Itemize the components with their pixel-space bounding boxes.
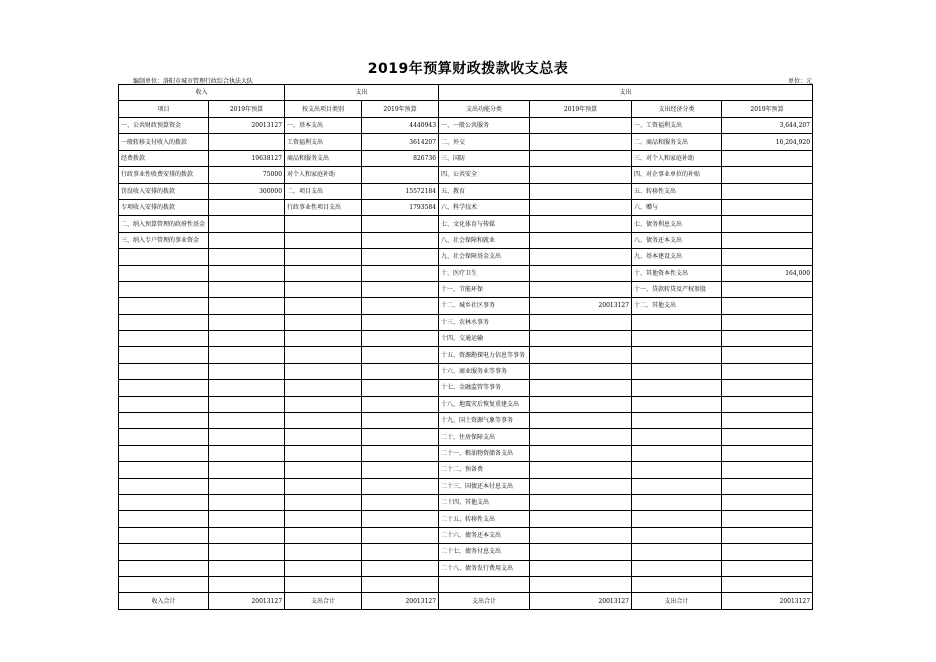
table-cell: [209, 413, 285, 429]
table-cell: [119, 413, 209, 429]
total-cell: 支出合计: [439, 593, 530, 610]
unit-label: 单位：元: [787, 78, 812, 85]
col-budget-2: 2019年预算: [362, 101, 439, 118]
table-cell: [530, 576, 632, 592]
table-cell: [209, 363, 285, 379]
table-cell: 经费拨款: [119, 150, 209, 166]
table-cell: [362, 216, 439, 232]
table-row: [119, 494, 813, 510]
table-cell: [362, 380, 439, 396]
table-cell: [285, 560, 362, 576]
table-cell: 十二、其他支出: [632, 298, 722, 314]
table-cell: 二十八、债务发行费用支出: [439, 560, 530, 576]
table-cell: 二十五、转移性支出: [439, 511, 530, 527]
table-cell: [722, 380, 813, 396]
table-row: [119, 576, 813, 592]
total-cell: 支出合计: [632, 593, 722, 610]
table-cell: 二、商品和服务支出: [632, 134, 722, 150]
table-cell: 十七、金融监管等事务: [439, 380, 530, 396]
table-cell: 行政事业性项目支出: [285, 199, 362, 215]
total-cell: 20013127: [530, 593, 632, 610]
table-cell: [119, 281, 209, 297]
table-cell: [209, 527, 285, 543]
table-cell: [119, 429, 209, 445]
col-budget-4: 2019年预算: [722, 101, 813, 118]
table-cell: [285, 380, 362, 396]
table-cell: [362, 249, 439, 265]
total-cell: 支出合计: [285, 593, 362, 610]
table-cell: 十五、资源勘探电力信息等事务: [439, 347, 530, 363]
table-cell: 三、国防: [439, 150, 530, 166]
table-cell: [722, 331, 813, 347]
table-cell: [632, 576, 722, 592]
table-cell: [119, 380, 209, 396]
table-cell: [530, 396, 632, 412]
table-row: [119, 232, 813, 248]
table-cell: [209, 429, 285, 445]
table-cell: 八、债务还本支出: [632, 232, 722, 248]
table-cell: 十六、商业服务业等事务: [439, 363, 530, 379]
table-cell: [362, 167, 439, 183]
table-cell: [362, 511, 439, 527]
table-cell: [632, 380, 722, 396]
table-cell: [632, 511, 722, 527]
table-cell: 二十六、债务还本支出: [439, 527, 530, 543]
table-cell: 1793584: [362, 199, 439, 215]
table-cell: 五、教育: [439, 183, 530, 199]
table-row: [119, 331, 813, 347]
table-cell: [119, 363, 209, 379]
table-cell: [530, 462, 632, 478]
table-cell: [119, 347, 209, 363]
table-cell: 二、纳入预算管理的政府性基金: [119, 216, 209, 232]
table-cell: [285, 429, 362, 445]
table-cell: [632, 314, 722, 330]
table-cell: 六、赠与: [632, 199, 722, 215]
table-cell: 九、基本建设支出: [632, 249, 722, 265]
table-cell: [209, 298, 285, 314]
table-cell: [632, 462, 722, 478]
table-cell: [362, 429, 439, 445]
table-cell: [285, 396, 362, 412]
table-row: [119, 544, 813, 560]
table-cell: 4440943: [362, 118, 439, 134]
table-cell: [362, 347, 439, 363]
table-cell: [632, 429, 722, 445]
table-row: [119, 298, 813, 314]
table-cell: [362, 560, 439, 576]
table-cell: [530, 445, 632, 461]
table-cell: [209, 134, 285, 150]
table-cell: [530, 544, 632, 560]
table-cell: [119, 527, 209, 543]
table-cell: 二十二、预备费: [439, 462, 530, 478]
table-cell: [285, 511, 362, 527]
table-cell: [209, 199, 285, 215]
table-cell: 300000: [209, 183, 285, 199]
table-cell: [530, 331, 632, 347]
table-cell: [285, 544, 362, 560]
table-cell: [119, 494, 209, 510]
table-cell: 十八、地震灾后恢复重建支出: [439, 396, 530, 412]
table-cell: [530, 183, 632, 199]
table-cell: [632, 331, 722, 347]
table-cell: 一般转移支付收入的拨款: [119, 134, 209, 150]
table-cell: 三、对个人和家庭补助: [632, 150, 722, 166]
table-cell: [119, 462, 209, 478]
table-cell: [209, 216, 285, 232]
table-cell: [632, 363, 722, 379]
table-cell: [722, 249, 813, 265]
table-cell: [285, 281, 362, 297]
table-cell: [530, 347, 632, 363]
col-budget-1: 2019年预算: [209, 101, 285, 118]
table-cell: 专项收入安排的拨款: [119, 199, 209, 215]
table-cell: [722, 232, 813, 248]
table-cell: [362, 298, 439, 314]
table-cell: [119, 544, 209, 560]
table-cell: 三、纳入专户管理的事业资金: [119, 232, 209, 248]
table-cell: [209, 314, 285, 330]
table-cell: 3614207: [362, 134, 439, 150]
table-cell: [119, 445, 209, 461]
table-cell: [632, 494, 722, 510]
table-cell: [362, 527, 439, 543]
table-row: [119, 380, 813, 396]
table-cell: [285, 232, 362, 248]
table-cell: [362, 265, 439, 281]
table-cell: [722, 560, 813, 576]
table-cell: 15572184: [362, 183, 439, 199]
table-row: [119, 265, 813, 281]
table-cell: [530, 134, 632, 150]
table-cell: 行政事业性收费安排的拨款: [119, 167, 209, 183]
table-cell: [722, 544, 813, 560]
table-cell: 一、公共财政预算资金: [119, 118, 209, 134]
table-cell: [530, 527, 632, 543]
table-cell: [530, 281, 632, 297]
table-cell: [632, 560, 722, 576]
table-cell: 二、项目支出: [285, 183, 362, 199]
table-cell: 二十三、国债还本付息支出: [439, 478, 530, 494]
table-cell: 罚没收入安排的拨款: [119, 183, 209, 199]
table-row: [119, 183, 813, 199]
table-cell: [119, 576, 209, 592]
table-cell: 七、文化体育与传媒: [439, 216, 530, 232]
table-cell: [209, 478, 285, 494]
table-cell: 十一、贷款转贷及产权参股: [632, 281, 722, 297]
table-cell: [362, 363, 439, 379]
table-cell: [362, 445, 439, 461]
table-cell: [530, 167, 632, 183]
table-row: [119, 413, 813, 429]
table-row: [119, 167, 813, 183]
table-cell: [362, 232, 439, 248]
table-cell: [209, 560, 285, 576]
table-cell: [119, 396, 209, 412]
table-cell: 826736: [362, 150, 439, 166]
table-cell: [209, 380, 285, 396]
table-cell: [722, 281, 813, 297]
table-cell: [530, 314, 632, 330]
table-cell: [530, 363, 632, 379]
table-cell: [362, 314, 439, 330]
table-cell: 二十四、其他支出: [439, 494, 530, 510]
table-cell: [285, 527, 362, 543]
table-cell: [362, 396, 439, 412]
table-cell: 一、基本支出: [285, 118, 362, 134]
table-cell: 十二、城乡社区事务: [439, 298, 530, 314]
table-cell: [362, 281, 439, 297]
table-cell: 二十七、债务付息支出: [439, 544, 530, 560]
table-cell: [530, 429, 632, 445]
table-cell: [285, 445, 362, 461]
table-cell: [119, 265, 209, 281]
table-cell: [209, 494, 285, 510]
table-cell: [362, 544, 439, 560]
table-cell: [632, 413, 722, 429]
table-cell: 八、社会保障和就业: [439, 232, 530, 248]
table-cell: [209, 331, 285, 347]
table-cell: 七、债务利息支出: [632, 216, 722, 232]
table-cell: [119, 298, 209, 314]
table-cell: [209, 281, 285, 297]
table-cell: 十三、农林水事务: [439, 314, 530, 330]
table-cell: [285, 314, 362, 330]
table-cell: 20013127: [209, 118, 285, 134]
table-cell: 商品和服务支出: [285, 150, 362, 166]
table-cell: [530, 118, 632, 134]
table-cell: [362, 478, 439, 494]
table-cell: 九、社会保障基金支出: [439, 249, 530, 265]
table-cell: [362, 576, 439, 592]
table-cell: [285, 478, 362, 494]
table-row: [119, 478, 813, 494]
table-cell: [285, 576, 362, 592]
table-cell: 75000: [209, 167, 285, 183]
table-cell: 十四、交通运输: [439, 331, 530, 347]
table-cell: [530, 494, 632, 510]
table-row: [119, 249, 813, 265]
table-cell: [722, 396, 813, 412]
table-cell: [119, 511, 209, 527]
table-cell: 十、其他资本性支出: [632, 265, 722, 281]
table-cell: [722, 363, 813, 379]
table-cell: [530, 511, 632, 527]
col-item: 项目: [119, 101, 209, 118]
total-cell: 20013127: [722, 593, 813, 610]
table-cell: [722, 298, 813, 314]
page-title: 2019年预算财政拨款收支总表: [367, 61, 569, 77]
table-cell: [119, 478, 209, 494]
table-cell: [530, 199, 632, 215]
table-cell: [285, 265, 362, 281]
table-cell: [209, 462, 285, 478]
table-cell: [530, 150, 632, 166]
total-cell: 20013127: [209, 593, 285, 610]
table-cell: [530, 232, 632, 248]
expend-header-2: 支出: [439, 85, 813, 101]
table-row: [119, 462, 813, 478]
table-cell: 19638127: [209, 150, 285, 166]
table-row: [119, 429, 813, 445]
table-cell: [722, 429, 813, 445]
table-cell: [209, 511, 285, 527]
income-header: 收入: [119, 85, 285, 101]
table-cell: [209, 232, 285, 248]
table-cell: [722, 347, 813, 363]
table-cell: [209, 544, 285, 560]
table-row: [119, 527, 813, 543]
table-cell: [722, 527, 813, 543]
table-cell: [722, 478, 813, 494]
total-cell: 20013127: [362, 593, 439, 610]
table-cell: 一、一般公共服务: [439, 118, 530, 134]
table-cell: 十一、节能环保: [439, 281, 530, 297]
table-cell: [632, 445, 722, 461]
table-cell: [209, 347, 285, 363]
table-cell: [285, 331, 362, 347]
table-cell: 二十一、粮油物资储备支出: [439, 445, 530, 461]
table-cell: [722, 314, 813, 330]
table-cell: [209, 265, 285, 281]
table-cell: [119, 331, 209, 347]
table-cell: [722, 413, 813, 429]
table-cell: 十九、国土资源气象等事务: [439, 413, 530, 429]
table-row: [119, 199, 813, 215]
table-cell: [722, 576, 813, 592]
table-cell: [285, 363, 362, 379]
table-cell: [285, 462, 362, 478]
table-cell: 20013127: [530, 298, 632, 314]
table-cell: [362, 413, 439, 429]
table-row: [119, 150, 813, 166]
table-cell: [285, 413, 362, 429]
table-cell: 二十、住房保障支出: [439, 429, 530, 445]
col-by-economic: 支出经济分类: [632, 101, 722, 118]
table-row: [119, 511, 813, 527]
table-cell: [530, 560, 632, 576]
total-cell: 收入合计: [119, 593, 209, 610]
table-row: [119, 314, 813, 330]
table-cell: [722, 216, 813, 232]
table-cell: [362, 331, 439, 347]
table-cell: 一、工资福利支出: [632, 118, 722, 134]
table-cell: 四、对企事业单位的补贴: [632, 167, 722, 183]
table-cell: [119, 314, 209, 330]
table-row: [119, 347, 813, 363]
table-cell: 五、转移性支出: [632, 183, 722, 199]
table-cell: [209, 445, 285, 461]
table-cell: 对个人和家庭补助: [285, 167, 362, 183]
table-cell: 六、科学技术: [439, 199, 530, 215]
budget-table: [118, 84, 813, 610]
table-cell: 工资福利支出: [285, 134, 362, 150]
table-cell: 四、公共安全: [439, 167, 530, 183]
table-cell: [362, 494, 439, 510]
table-cell: [530, 478, 632, 494]
table-cell: [722, 462, 813, 478]
table-cell: [119, 560, 209, 576]
table-cell: [722, 494, 813, 510]
table-cell: 164,000: [722, 265, 813, 281]
table-row: [119, 216, 813, 232]
col-budget-3: 2019年预算: [530, 101, 632, 118]
table-cell: [285, 494, 362, 510]
table-cell: [209, 576, 285, 592]
table-cell: 二、外交: [439, 134, 530, 150]
table-cell: [632, 527, 722, 543]
table-cell: [285, 249, 362, 265]
table-cell: [632, 544, 722, 560]
table-cell: [530, 216, 632, 232]
table-cell: [362, 462, 439, 478]
table-row: [119, 560, 813, 576]
table-cell: [209, 249, 285, 265]
table-cell: [285, 298, 362, 314]
table-cell: [530, 380, 632, 396]
table-row: [119, 396, 813, 412]
table-cell: [722, 199, 813, 215]
table-row: [119, 363, 813, 379]
table-cell: 16,204,920: [722, 134, 813, 150]
table-cell: [530, 265, 632, 281]
col-by-function: 支出功能分类: [439, 101, 530, 118]
table-cell: [722, 183, 813, 199]
table-cell: [119, 249, 209, 265]
table-cell: [530, 249, 632, 265]
table-cell: [285, 216, 362, 232]
table-cell: [209, 396, 285, 412]
org-label: 编制单位：洛阳市城市管理行政综合执法大队: [133, 78, 254, 85]
table-cell: [722, 445, 813, 461]
table-cell: [632, 347, 722, 363]
table-row: [119, 118, 813, 134]
table-row: [119, 281, 813, 297]
table-cell: [722, 150, 813, 166]
totals-row: [119, 593, 813, 610]
table-cell: 十、医疗卫生: [439, 265, 530, 281]
table-cell: [285, 347, 362, 363]
expend-header: 支出: [285, 85, 439, 101]
table-cell: [530, 413, 632, 429]
col-by-project: 按支出项目类别: [285, 101, 362, 118]
table-cell: [632, 478, 722, 494]
table-cell: 3,644,207: [722, 118, 813, 134]
table-cell: [722, 167, 813, 183]
table-row: [119, 445, 813, 461]
table-cell: [439, 576, 530, 592]
table-row: [119, 134, 813, 150]
table-cell: [722, 511, 813, 527]
table-cell: [632, 396, 722, 412]
